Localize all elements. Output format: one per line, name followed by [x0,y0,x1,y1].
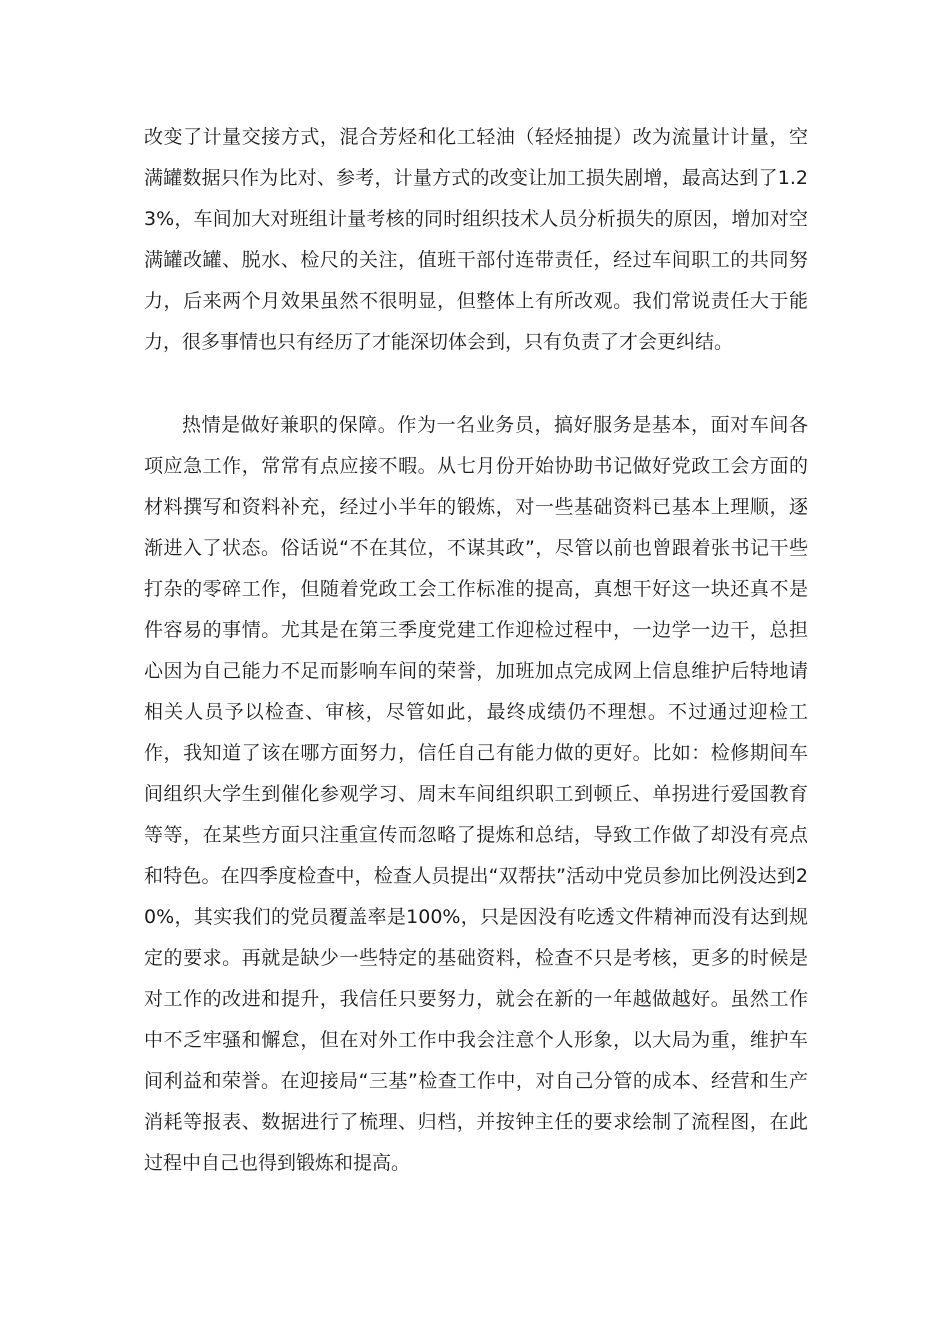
body-paragraph-1: 改变了计量交接方式，混合芳烃和化工轻油（轻烃抽提）改为流量计计量，空满罐数据只作为比对、参考，计量方式的改变让加工损失剧增，最高达到了1.23%，车间加大对班组计量考核的同时组织技术人员分析损失的原因，增加对空满罐改罐、脱水、检尺的关注，值班干部付连带责任，经过车间职工的共同努力，后来两个月效果虽然不很明显，但整体上有所改观。我们常说责任大于能力，很多事情也只有经历了才能深切体会到，只有负责了才会更纠结。 [144,126,808,353]
body-paragraph-2: 热情是做好兼职的保障。作为一名业务员，搞好服务是基本，面对车间各项应急工作，常常有点应接不暇。从七月份开始协助书记做好党政工会方面的材料撰写和资料补充，经过小半年的锻炼，对一些基础资料已基本上理顺，逐渐进入了状态。俗话说“不在其位，不谋其政”，尽管以前也曾跟着张书记干些打杂的零碎工作，但随着党政工会工作标准的提高，真想干好这一块还真不是件容易的事情。尤其是在第三季度党建工作迎检过程中，一边学一边干，总担心因为自己能力不足而影响车间的荣誉，加班加点完成网上信息维护后特地请相关人员予以检查、审核，尽管如此，最终成绩仍不理想。不过通过迎检工作，我知道了该在哪方面努力，信任自己有能力做的更好。比如：检修期间车间组织大学生到催化参观学习、周末车间组织职工到顿丘、单拐进行爱国教育等等，在某些方面只注重宣传而忽略了提炼和总结，导致工作做了却没有亮点和特色。在四季度检查中，检查人员提出“双帮扶”活动中党员参加比例没达到20%，其实我们的党员覆盖率是100%，只是因没有吃透文件精神而没有达到规定的要求。再就是缺少一些特定的基础资料，检查不只是考核，更多的时候是对工作的改进和提升，我信任只要努力，就会在新的一年越做越好。虽然工作中不乏牢骚和懈怠，但在对外工作中我会注意个人形象，以大局为重，维护车间利益和荣誉。在迎接局“三基”检查工作中，对自己分管的成本、经营和生产消耗等报表、数据进行了梳理、归档，并按钟主任的要求绘制了流程图，在此过程中自己也得到锻炼和提高。 [144,414,808,1174]
